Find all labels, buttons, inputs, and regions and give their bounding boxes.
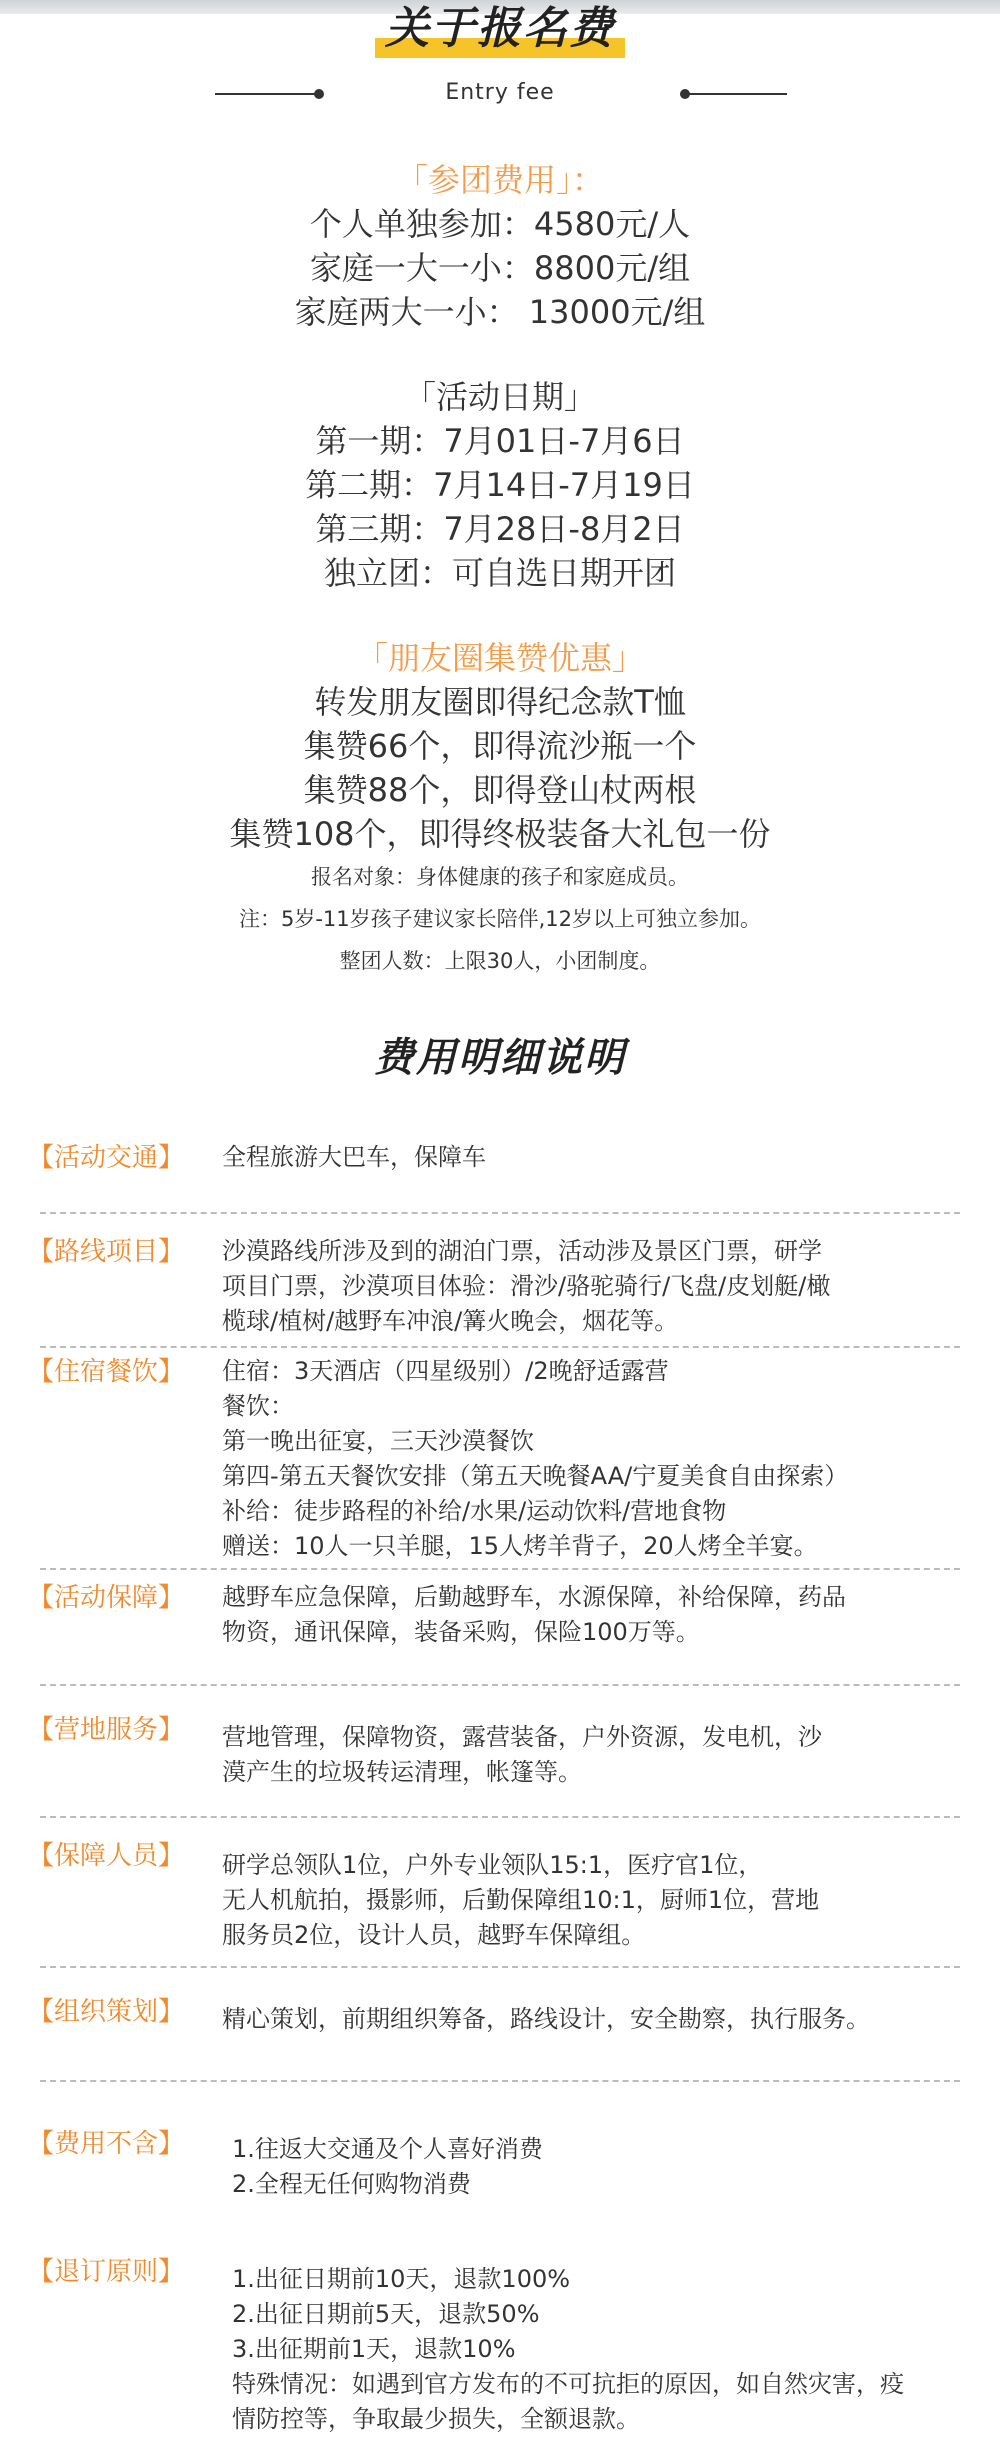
promo-heading: 「朋友圈集赞优惠」 bbox=[355, 639, 644, 677]
row-divider bbox=[40, 1684, 960, 1686]
row-line: 服务员2位，设计人员，越野车保障组。 bbox=[222, 1921, 646, 1949]
date-line: 独立团：可自选日期开团 bbox=[323, 554, 676, 592]
promo-line: 集赞108个，即得终极装备大礼包一份 bbox=[229, 815, 771, 853]
row-tag: 【营地服务】 bbox=[28, 1715, 185, 1745]
row-body bbox=[222, 1580, 846, 1650]
row-divider bbox=[40, 1212, 960, 1214]
row-line: 漠产生的垃圾转运清理，帐篷等。 bbox=[222, 1758, 582, 1786]
row-line: 情防控等，争取最少损失，全额退款。 bbox=[232, 2405, 640, 2433]
details-title: 费用明细说明 bbox=[374, 1035, 626, 1081]
row-tag: 【路线项目】 bbox=[28, 1237, 185, 1267]
note-line: 整团人数：上限30人，小团制度。 bbox=[339, 949, 661, 973]
promo-line: 集赞66个，即得流沙瓶一个 bbox=[303, 727, 697, 765]
row-divider bbox=[40, 1568, 960, 1570]
row-tag: 【费用不含】 bbox=[28, 2129, 185, 2159]
row-divider bbox=[40, 1816, 960, 1818]
dates-heading: 「活动日期」 bbox=[403, 378, 596, 416]
row-line: 无人机航拍，摄影师，后勤保障组10:1，厨师1位，营地 bbox=[222, 1886, 820, 1914]
row-line: 1.出征日期前10天，退款100% bbox=[232, 2265, 571, 2293]
row-line: 沙漠路线所涉及到的湖泊门票，活动涉及景区门票，研学 bbox=[222, 1237, 822, 1265]
row-body bbox=[222, 1234, 830, 1339]
row-line: 补给：徒步路程的补给/水果/运动饮料/营地食物 bbox=[222, 1497, 727, 1525]
row-tag: 【住宿餐饮】 bbox=[28, 1357, 185, 1387]
row-line: 第四-第五天餐饮安排（第五天晚餐AA/宁夏美食自由探索） bbox=[222, 1462, 849, 1490]
dates-section bbox=[0, 375, 1000, 595]
row-line: 2.出征日期前5天，退款50% bbox=[232, 2300, 540, 2328]
row-tag: 【退订原则】 bbox=[28, 2257, 185, 2287]
row-line: 2.全程无任何购物消费 bbox=[232, 2170, 471, 2198]
row-line: 3.出征期前1天，退款10% bbox=[232, 2335, 516, 2363]
row-tag: 【组织策划】 bbox=[28, 1997, 185, 2027]
promo-line: 集赞88个，即得登山杖两根 bbox=[303, 771, 697, 809]
fees-section bbox=[0, 158, 1000, 334]
note-line: 注：5岁-11岁孩子建议家长陪伴,12岁以上可独立参加。 bbox=[238, 907, 762, 931]
date-line: 第一期：7月01日-7月6日 bbox=[315, 422, 685, 460]
row-line: 特殊情况：如遇到官方发布的不可抗拒的原因，如自然灾害，疫 bbox=[232, 2370, 904, 2398]
row-line: 住宿：3天酒店（四星级别）/2晚舒适露营 bbox=[222, 1357, 669, 1385]
fees-heading: 「参团费用」： bbox=[395, 161, 604, 199]
row-line: 项目门票，沙漠项目体验：滑沙/骆驼骑行/飞盘/皮划艇/橄 bbox=[222, 1272, 831, 1300]
row-body bbox=[222, 1720, 822, 1790]
row-line: 榄球/植树/越野车冲浪/篝火晚会，烟花等。 bbox=[222, 1307, 679, 1335]
row-line: 精心策划，前期组织筹备，路线设计，安全勘察，执行服务。 bbox=[222, 2005, 870, 2033]
row-body bbox=[232, 2262, 904, 2437]
promo-line: 转发朋友圈即得纪念款T恤 bbox=[314, 683, 686, 721]
fee-line: 家庭一大一小：8800元/组 bbox=[309, 249, 691, 287]
page-title: 关于报名费 bbox=[385, 3, 615, 54]
row-line: 越野车应急保障，后勤越野车，水源保障，补给保障，药品 bbox=[222, 1583, 846, 1611]
row-tag: 【保障人员】 bbox=[28, 1841, 185, 1871]
fee-line: 家庭两大一小： 13000元/组 bbox=[294, 293, 706, 331]
row-body bbox=[232, 2132, 543, 2202]
subtitle-row bbox=[0, 74, 1000, 114]
page-subtitle: Entry fee bbox=[445, 80, 555, 105]
divider-right bbox=[684, 93, 787, 95]
date-line: 第三期：7月28日-8月2日 bbox=[315, 510, 685, 548]
row-tag: 【活动保障】 bbox=[28, 1583, 185, 1613]
fee-line: 个人单独参加：4580元/人 bbox=[309, 205, 691, 243]
date-line: 第二期：7月14日-7月19日 bbox=[305, 466, 695, 504]
row-line: 第一晚出征宴，三天沙漠餐饮 bbox=[222, 1427, 534, 1455]
row-line: 研学总领队1位，户外专业领队15:1，医疗官1位， bbox=[222, 1851, 763, 1879]
notes-section bbox=[0, 862, 1000, 976]
row-body bbox=[222, 2002, 870, 2037]
row-line: 全程旅游大巴车，保障车 bbox=[222, 1143, 486, 1171]
row-line: 1.往返大交通及个人喜好消费 bbox=[232, 2135, 543, 2163]
row-tag: 【活动交通】 bbox=[28, 1143, 185, 1173]
row-line: 赠送：10人一只羊腿，15人烤羊背子，20人烤全羊宴。 bbox=[222, 1532, 818, 1560]
row-line: 营地管理，保障物资，露营装备，户外资源，发电机，沙 bbox=[222, 1723, 822, 1751]
row-body bbox=[222, 1140, 486, 1175]
row-divider bbox=[40, 1966, 960, 1968]
header bbox=[0, 0, 1000, 58]
row-divider bbox=[40, 2080, 960, 2082]
row-line: 物资，通讯保障，装备采购，保险100万等。 bbox=[222, 1618, 700, 1646]
note-line: 报名对象：身体健康的孩子和家庭成员。 bbox=[311, 865, 689, 889]
title-wrap bbox=[385, 0, 615, 58]
row-body bbox=[222, 1354, 848, 1564]
row-body bbox=[222, 1848, 819, 1953]
promo-section bbox=[0, 636, 1000, 856]
row-divider bbox=[40, 1346, 960, 1348]
row-line: 餐饮： bbox=[222, 1392, 294, 1420]
